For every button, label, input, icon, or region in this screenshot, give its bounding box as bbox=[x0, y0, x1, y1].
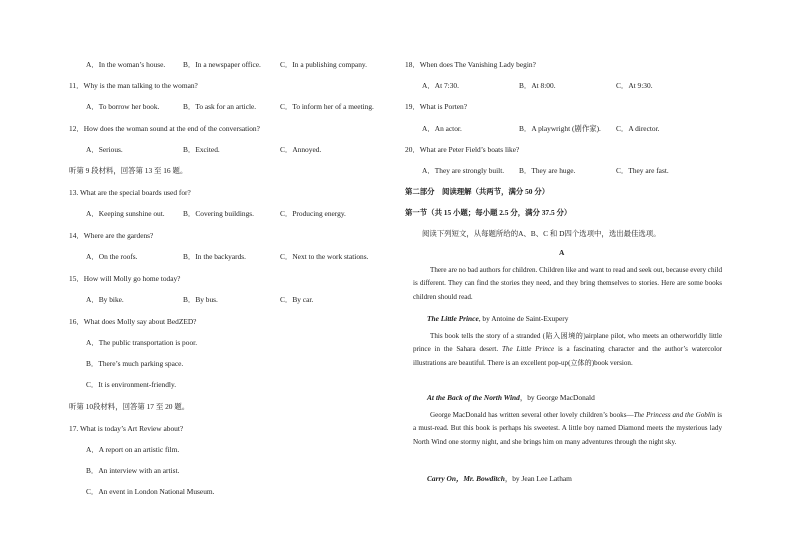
option-c: C．Next to the work stations. bbox=[280, 252, 369, 261]
question-18: 18．When does The Vanishing Lady begin? bbox=[405, 60, 536, 69]
book-3-title: Carry On，Mr. Bowditch bbox=[427, 474, 505, 483]
title-ref: The Little Prince bbox=[501, 345, 555, 354]
text: This book tells the story of a stranded (陷入困境的)airplane pilot, who meets an otherworldly little prince in the Sahara desert. bbox=[413, 332, 722, 354]
part-2-heading: 第二部分 阅读理解（共两节，满分 50 分） bbox=[405, 187, 550, 196]
option-b: B．They are huge. bbox=[519, 166, 576, 175]
q15-options bbox=[86, 295, 313, 304]
option-b: B．A playwright (剧作家). bbox=[519, 124, 601, 133]
q17-option-c: C．An event in London National Museum. bbox=[86, 487, 215, 496]
q16-option-a: A．The public transportation is poor. bbox=[86, 338, 198, 347]
book-1-title: The Little Prince bbox=[427, 314, 479, 323]
reading-instruction: 阅读下列短文，从每题所给的A、B、C 和 D四个选项中，选出最佳选项。 bbox=[422, 229, 661, 238]
option-c: C．A director. bbox=[616, 124, 660, 133]
option-c: C．In a publishing company. bbox=[280, 60, 367, 69]
option-b: B．Excited. bbox=[183, 145, 220, 154]
option-a: A．An actor. bbox=[422, 124, 462, 133]
paragraph-north-wind bbox=[413, 409, 722, 449]
q19-options bbox=[422, 124, 660, 133]
question-20: 20．What are Peter Field’s boats like? bbox=[405, 145, 520, 154]
q12-options bbox=[86, 145, 321, 154]
option-a: A．On the roofs. bbox=[86, 252, 138, 261]
paragraph-intro: There are no bad authors for children. Children like and want to read and seek out, because every child is different. They can find the stories they need, and they bring themselves to stories. Here are some books children should read. bbox=[413, 266, 722, 301]
option-b: B．At 8:00. bbox=[519, 81, 556, 90]
question-15: 15．How will Molly go home today? bbox=[69, 274, 181, 283]
section-10-instruction: 听第 10段材料，回答第 17 至 20 题。 bbox=[69, 402, 190, 411]
option-c: C．They are fast. bbox=[616, 166, 669, 175]
text: is a must-read. But this book is perhaps his sweetest. A little boy named Diamond meets the mysterious lady North Wind one stormy night, and she brings him on many adventures through the night sky. bbox=[413, 411, 722, 446]
option-b: B．In a newspaper office. bbox=[183, 60, 261, 69]
option-b: B．By bus. bbox=[183, 295, 218, 304]
question-14: 14．Where are the gardens? bbox=[69, 231, 154, 240]
option-a: A．They are strongly built. bbox=[422, 166, 505, 175]
title-ref: The Princess and the Goblin bbox=[633, 411, 716, 419]
option-a: A．At 7:30. bbox=[422, 81, 459, 90]
book-3-heading bbox=[427, 474, 572, 483]
option-a: A．By bike. bbox=[86, 295, 124, 304]
option-c: C．At 9:30. bbox=[616, 81, 653, 90]
option-a: A．In the woman’s house. bbox=[86, 60, 166, 69]
q14-options bbox=[86, 252, 368, 261]
option-c: C．To inform her of a meeting. bbox=[280, 102, 374, 111]
q16-option-b: B．There’s much parking space. bbox=[86, 359, 184, 368]
paragraph-little-prince bbox=[413, 330, 722, 370]
option-a: A．To borrow her book. bbox=[86, 102, 160, 111]
q10-options bbox=[86, 60, 367, 69]
q17-option-a: A．A report on an artistic film. bbox=[86, 445, 180, 454]
book-2-author: ，by George MacDonald bbox=[519, 393, 595, 402]
q17-option-b: B．An interview with an artist. bbox=[86, 466, 180, 475]
book-1-author: , by Antoine de Saint-Exupery bbox=[478, 314, 569, 323]
option-a: A．Serious. bbox=[86, 145, 123, 154]
book-3-author: ，by Jean Lee Latham bbox=[504, 474, 572, 483]
section-1-heading: 第一节（共 15 小题；每小题 2.5 分，满分 37.5 分） bbox=[405, 208, 572, 217]
book-1-heading bbox=[427, 314, 568, 323]
section-9-instruction: 听第 9 段材料，回答第 13 至 16 题。 bbox=[69, 166, 188, 175]
option-a: A．Keeping sunshine out. bbox=[86, 209, 165, 218]
option-b: B．To ask for an article. bbox=[183, 102, 257, 111]
question-13: 13. What are the special boards used for? bbox=[69, 188, 191, 197]
text: George MacDonald has written several other lovely children’s books— bbox=[430, 411, 634, 419]
option-c: C．By car. bbox=[280, 295, 314, 304]
book-2-heading bbox=[427, 393, 595, 402]
q13-options bbox=[86, 209, 346, 218]
question-16: 16．What does Molly say about BedZED? bbox=[69, 317, 197, 326]
question-17: 17. What is today’s Art Review about? bbox=[69, 424, 184, 433]
question-11: 11．Why is the man talking to the woman? bbox=[69, 81, 198, 90]
option-b: B．In the backyards. bbox=[183, 252, 247, 261]
passage-label: A bbox=[559, 248, 565, 257]
question-12: 12．How does the woman sound at the end of the conversation? bbox=[69, 124, 260, 133]
q11-options bbox=[86, 102, 374, 111]
q16-option-c: C．It is environment-friendly. bbox=[86, 380, 177, 389]
book-2-title: At the Back of the North Wind bbox=[427, 393, 520, 402]
q20-options bbox=[422, 166, 669, 175]
option-c: C．Producing energy. bbox=[280, 209, 346, 218]
option-b: B．Covering buildings. bbox=[183, 209, 255, 218]
text: is a fascinating character and the author’s watercolor illustrations are beautiful. There is an excellent pop-up(立体的)book version. bbox=[413, 345, 722, 367]
option-c: C．Annoyed. bbox=[280, 145, 322, 154]
question-19: 19．What is Porten? bbox=[405, 102, 467, 111]
q18-options bbox=[422, 81, 653, 90]
